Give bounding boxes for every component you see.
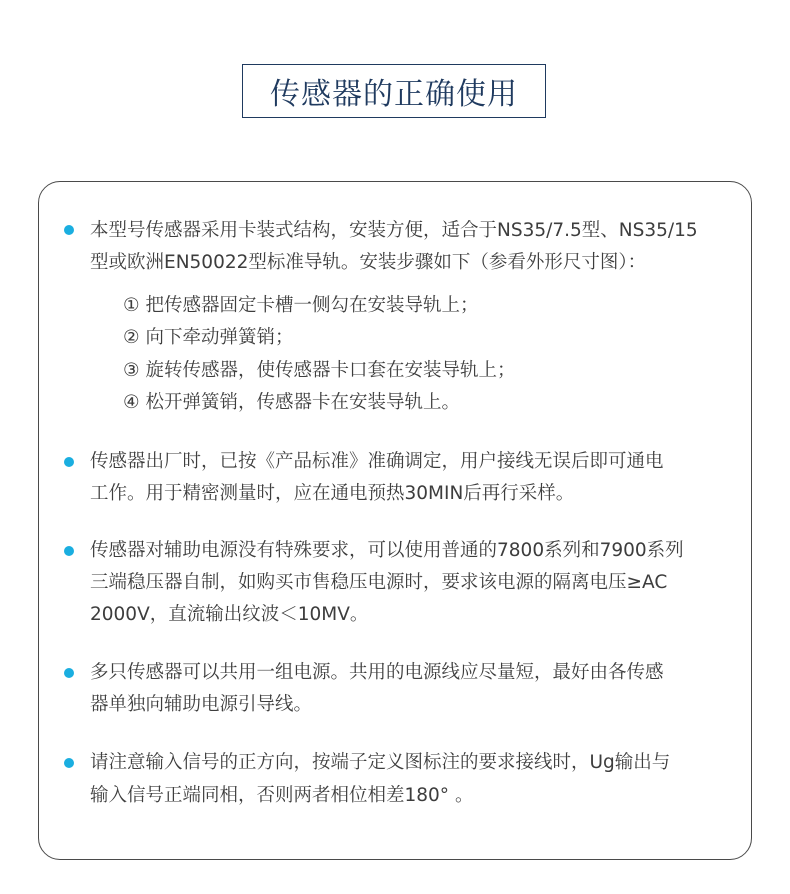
- section-3-line-3: 2000V，直流输出纹波＜10MV。: [90, 604, 369, 625]
- section-3-line-2: 三端稳压器自制，如购买市售稳压电源时，要求该电源的隔离电压≥AC: [90, 572, 668, 593]
- install-step-2: ② 向下牵动弹簧销；: [123, 327, 294, 348]
- install-step-3: ③ 旋转传感器，使传感器卡口套在安装导轨上；: [123, 360, 516, 381]
- title-box: [242, 64, 546, 118]
- section-4-line-2: 器单独向辅助电源引导线。: [90, 694, 313, 715]
- bullet-icon: [64, 457, 74, 467]
- section-5-line-1: 请注意输入信号的正方向，按端子定义图标注的要求接线时，Ug输出与: [90, 752, 671, 773]
- install-step-4: ④ 松开弹簧销，传感器卡在安装导轨上。: [123, 392, 460, 413]
- section-1-line-2: 型或欧洲EN50022型标准导轨。安装步骤如下（参看外形尺寸图）：: [90, 252, 647, 273]
- install-step-1: ① 把传感器固定卡槽一侧勾在安装导轨上；: [123, 295, 479, 316]
- section-4-line-1: 多只传感器可以共用一组电源。共用的电源线应尽量短，最好由各传感: [90, 662, 664, 683]
- section-5-line-2: 输入信号正端同相，否则两者相位相差180° 。: [90, 785, 474, 806]
- bullet-icon: [64, 546, 74, 556]
- page-title: 传感器的正确使用: [270, 77, 518, 112]
- section-1-line-1: 本型号传感器采用卡装式结构，安装方便，适合于NS35/7.5型、NS35/15: [90, 220, 698, 241]
- section-3-line-1: 传感器对辅助电源没有特殊要求，可以使用普通的7800系列和7900系列: [90, 540, 684, 561]
- section-2-line-1: 传感器出厂时，已按《产品标准》准确调定，用户接线无误后即可通电: [90, 451, 664, 472]
- bullet-icon: [64, 668, 74, 678]
- bullet-icon: [64, 758, 74, 768]
- section-2-line-2: 工作。用于精密测量时，应在通电预热30MIN后再行采样。: [90, 483, 575, 504]
- bullet-icon: [64, 225, 74, 235]
